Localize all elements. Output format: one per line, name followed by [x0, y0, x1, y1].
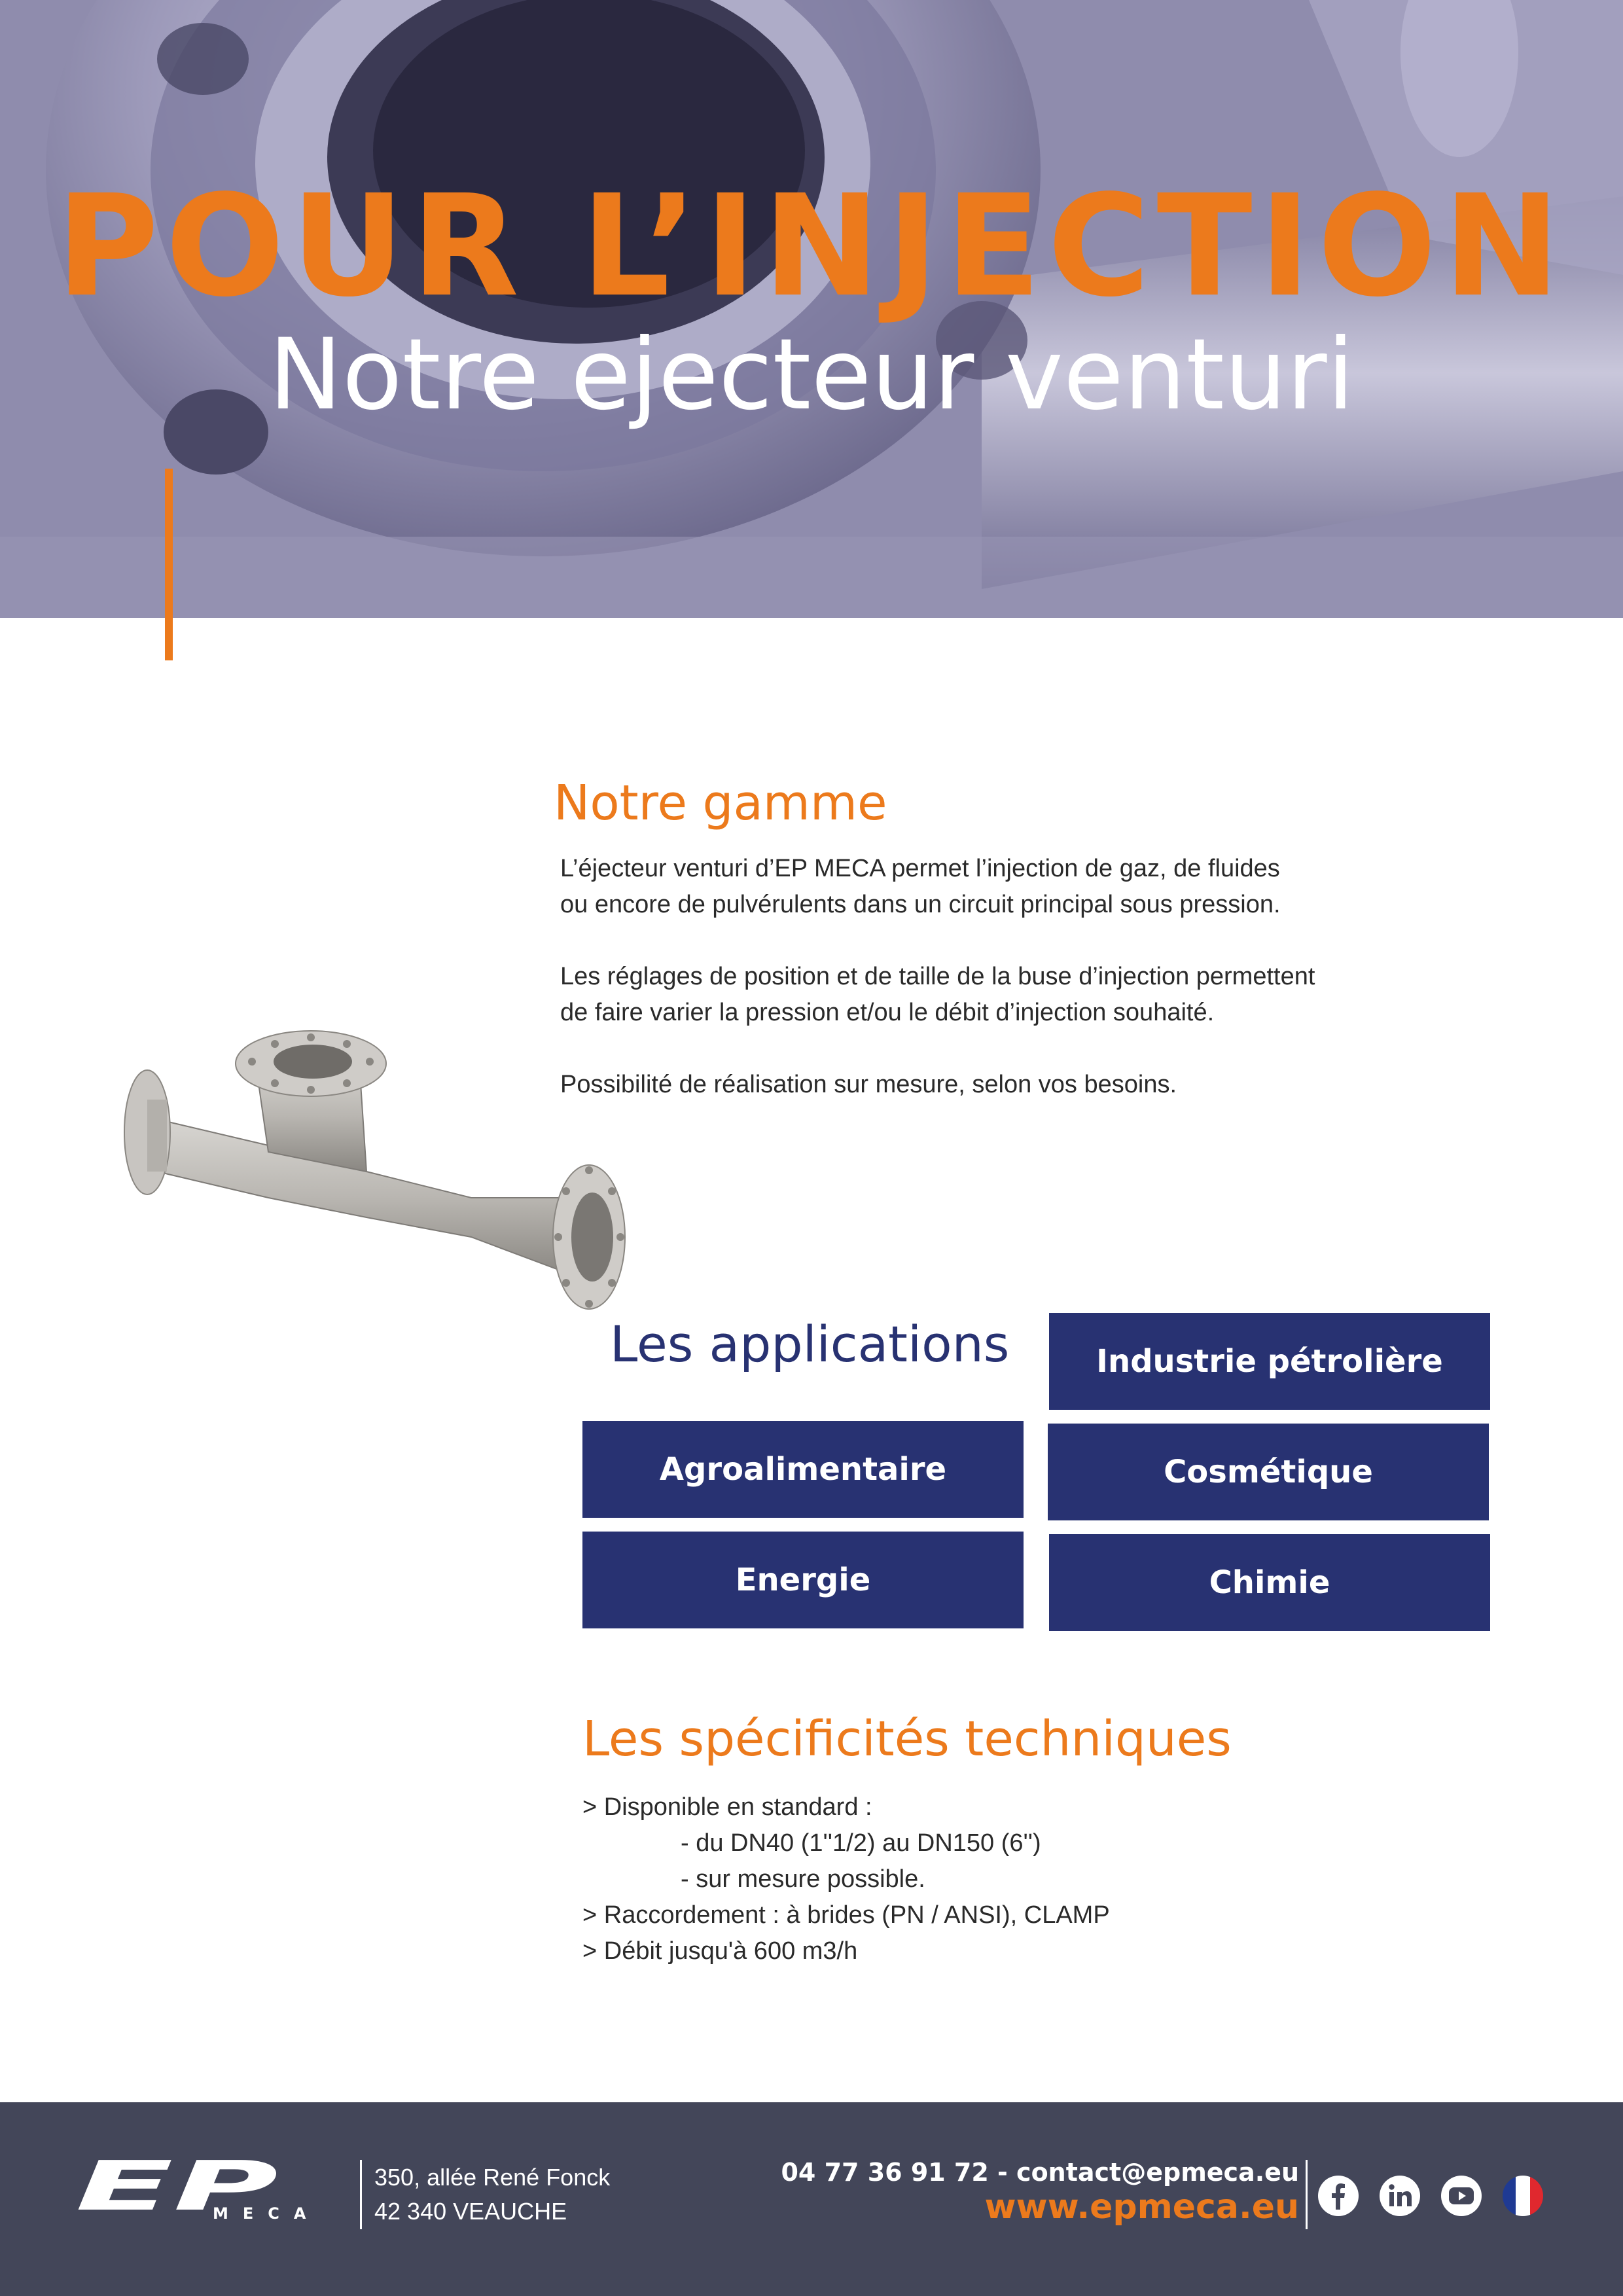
- accent-bar: [165, 469, 173, 660]
- spec-line: - du DN40 (1''1/2) au DN150 (6''): [681, 1829, 1041, 1857]
- hero-title: POUR L’INJECTION: [56, 165, 1567, 328]
- spec-line: > Disponible en standard :: [582, 1793, 872, 1821]
- footer-separator: [1306, 2160, 1308, 2229]
- address-line: 42 340 VEAUCHE: [374, 2198, 567, 2225]
- app-agroalimentaire: Agroalimentaire: [582, 1421, 1024, 1518]
- app-industrie-petroliere: Industrie pétrolière: [1049, 1313, 1490, 1410]
- spec-line: - sur mesure possible.: [681, 1865, 925, 1893]
- specs-title: Les spécificités techniques: [582, 1711, 1232, 1767]
- ep-meca-logo: [75, 2159, 357, 2224]
- footer-address: [374, 2161, 610, 2229]
- applications-title: Les applications: [610, 1315, 1010, 1373]
- facebook-icon[interactable]: [1317, 2174, 1360, 2217]
- gamme-line: de faire varier la pression et/ou le débit d’injection souhaité.: [560, 999, 1215, 1026]
- youtube-icon[interactable]: [1440, 2174, 1483, 2217]
- app-energie: Energie: [582, 1532, 1024, 1628]
- gamme-title: Notre gamme: [554, 775, 887, 831]
- spec-line: > Débit jusqu'à 600 m3/h: [582, 1937, 858, 1965]
- hero-subtitle: Notre ejecteur venturi: [268, 318, 1355, 432]
- gamme-line: L’éjecteur venturi d’EP MECA permet l’injection de gaz, de fluides: [560, 855, 1280, 882]
- gamme-text: [560, 851, 1315, 1103]
- gamme-line: ou encore de pulvérulents dans un circuit principal sous pression.: [560, 891, 1281, 918]
- footer-website-link[interactable]: www.epmeca.eu: [984, 2187, 1299, 2227]
- france-flag-icon[interactable]: [1501, 2174, 1544, 2217]
- app-chimie: Chimie: [1049, 1534, 1490, 1631]
- linkedin-icon[interactable]: [1378, 2174, 1421, 2217]
- footer-separator: [360, 2160, 362, 2229]
- app-cosmetique: Cosmétique: [1048, 1424, 1489, 1520]
- logo-letters: EP: [75, 2159, 278, 2224]
- logo-sub: MECA: [213, 2204, 321, 2223]
- address-line: 350, allée René Fonck: [374, 2164, 611, 2191]
- gamme-line: Les réglages de position et de taille de la buse d’injection permettent: [560, 963, 1315, 990]
- footer-contact[interactable]: 04 77 36 91 72 - contact@epmeca.eu: [781, 2158, 1299, 2187]
- gamme-line: Possibilité de réalisation sur mesure, selon vos besoins.: [560, 1071, 1177, 1098]
- spec-line: > Raccordement : à brides (PN / ANSI), CLAMP: [582, 1901, 1110, 1929]
- hero-banner: [0, 0, 1623, 618]
